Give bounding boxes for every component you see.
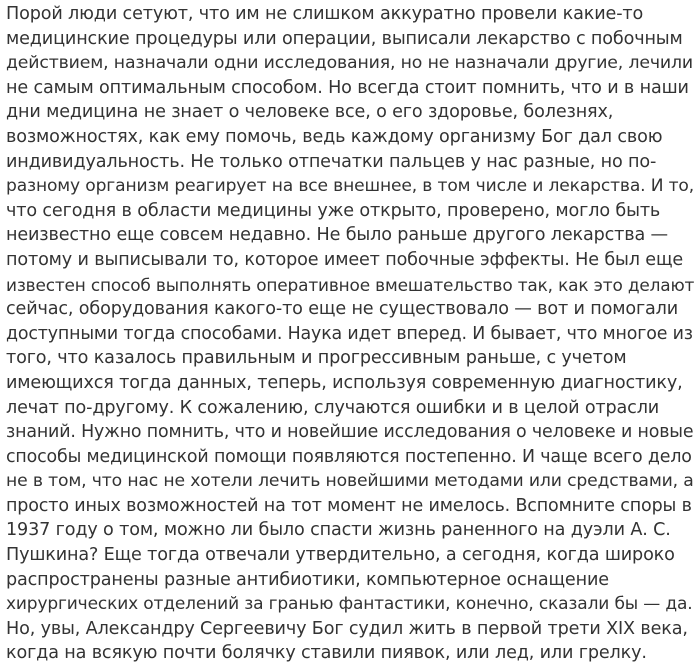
- paragraph-line: способы медицинской помощи появляются постепенно. И чаще всего дело: [6, 446, 692, 467]
- paragraph-line: возможностях, как ему помочь, ведь каждому организму Бог дал свою: [6, 126, 663, 147]
- paragraph-line: 1937 году о том, можно ли было спасти жизнь раненного на дуэли А. С.: [6, 520, 671, 541]
- paragraph-line: хирургических отделений за гранью фантастики, конечно, сказали бы — да.: [6, 594, 693, 615]
- paragraph-line: что сегодня в области медицины уже открыто, проверено, могло быть: [6, 200, 661, 221]
- paragraph-line: распространены разные антибиотики, компьютерное оснащение: [6, 569, 609, 590]
- paragraph-line: того, что казалось правильным и прогрессивным раньше, с учетом: [6, 348, 627, 369]
- paragraph-line: сейчас, оборудования какого-то еще не существовало — вот и помогали: [6, 299, 679, 320]
- paragraph-line: просто иных возможностей на тот момент не имелось. Вспомните споры в: [6, 495, 692, 516]
- paragraph-line: медицинские процедуры или операции, выписали лекарство с побочным: [6, 28, 683, 49]
- paragraph-line: действием, назначали одни исследования, но не назначали другие, лечили: [6, 53, 693, 74]
- paragraph-line: дни медицина не знает о человеке все, о его здоровье, болезнях,: [6, 102, 614, 123]
- article-paragraph: [6, 2, 694, 666]
- paragraph-line: знаний. Нужно помнить, что и новейшие исследования о человеке и новые: [6, 422, 694, 443]
- paragraph-line: не в том, что нас не хотели лечить новейшими методами или средствами, а: [6, 471, 694, 492]
- paragraph-line: не самым оптимальным способом. Но всегда стоит помнить, что и в наши: [6, 77, 689, 98]
- paragraph-line: лечат по-другому. К сожалению, случаются ошибки и в целой отрасли: [6, 397, 660, 418]
- paragraph-line: Порой люди сетуют, что им не слишком аккуратно провели какие-то: [6, 4, 644, 24]
- paragraph-line: индивидуальность. Не только отпечатки пальцев у нас разные, но по-: [6, 151, 657, 172]
- paragraph-line: неизвестно еще совсем недавно. Не было раньше другого лекарства —: [6, 225, 669, 246]
- paragraph-line: потому и выписывали то, которое имеет побочные эффекты. Не был еще: [6, 249, 684, 270]
- paragraph-line: разному организм реагирует на все внешнее, в том числе и лекарства. И то,: [6, 176, 695, 197]
- paragraph-line: Но, увы, Александру Сергеевичу Бог судил жить в первой трети XIX века,: [6, 618, 688, 639]
- paragraph-line: доступными тогда способами. Наука идет вперед. И бывает, что многое из: [6, 323, 693, 344]
- paragraph-line: Пушкина? Еще тогда отвечали утвердительно, а сегодня, когда широко: [6, 545, 675, 566]
- paragraph-line: известен способ выполнять оперативное вмешательство так, как это делают: [6, 274, 695, 295]
- paragraph-line: имеющихся тогда данных, теперь, используя современную диагностику,: [6, 372, 683, 393]
- paragraph-line: когда на всякую почти болячку ставили пиявок, или лед, или грелку.: [6, 643, 647, 664]
